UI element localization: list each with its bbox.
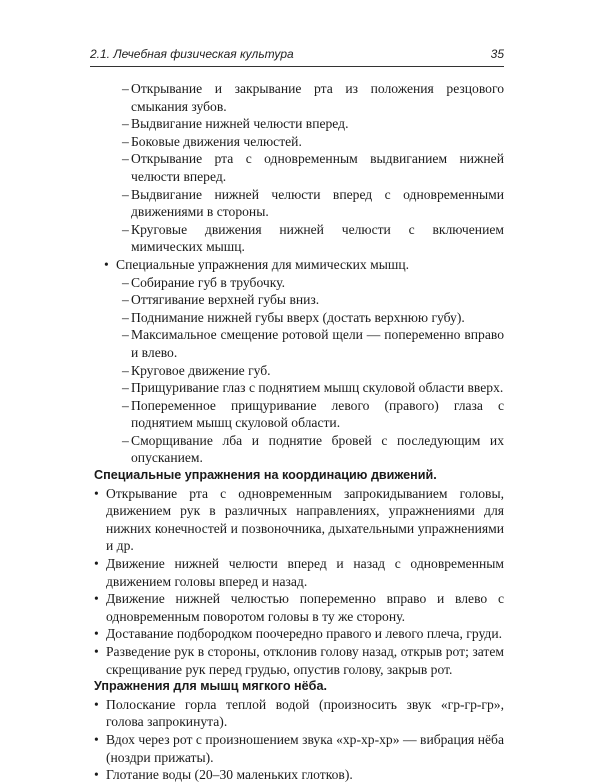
list-item: – Сморщивание лба и поднятие бровей с последующим их опусканием. [122,432,504,466]
dash-marker: – [122,397,129,413]
bullet-marker: • [94,696,99,712]
list-item: • Вдох через рот с произношением звука «хр-хр-хр» — вибрация нёба (ноздри прижаты). [94,731,504,765]
list-item: – Открывание и закрывание рта из положения резцового смыкания зубов. [122,81,504,114]
header-rule [90,66,504,67]
mimic-exercise-list [94,274,504,468]
coordination-heading: Специальные упражнения на координацию движений. [94,468,437,483]
list-item: • Движение нижней челюсти вперед и назад с одновременным движением головы вперед и назад. [94,556,504,589]
list-item: • Разведение рук в стороны, отклонив голову назад, открыв рот; затем скрещивание рук перед грудью, опустив голову, закрыв рот. [94,644,504,677]
dash-marker: – [122,151,129,167]
section-title: 2.1. Лечебная физическая культура [90,47,294,61]
dash-marker: – [122,221,129,237]
list-item: – Собирание губ в трубочку. [122,274,285,290]
list-item: – Попеременное прищуривание левого (правого) глаза с поднятием мышц скуловой области. [122,397,504,431]
bullet-marker: • [94,591,99,607]
list-item: – Выдвигание нижней челюсти вперед. [122,116,349,132]
dash-marker: – [122,432,129,448]
dash-marker: – [122,186,129,202]
dash-marker: – [122,274,129,290]
mimic-muscles-heading: • Специальные упражнения для мимических мышц. [104,256,410,272]
bullet-marker: • [94,485,99,501]
list-item: – Максимальное смещение ротовой щели — попеременно вправо и влево. [122,327,504,360]
list-item: • Открывание рта с одновременным запрокидыванием головы, движением рук в различных направлениях, упражнениями для нижних конечностей и позвоночника, дыхательными упражнениями и др. [94,485,504,554]
jaw-exercise-list [94,80,504,256]
bullet-marker: • [94,644,99,659]
list-item: – Боковые движения челюстей. [122,133,302,149]
dash-marker: – [122,309,129,325]
dash-marker: – [122,362,129,378]
bullet-marker: • [94,767,99,783]
list-item: • Полоскание горла теплой водой (произносить звук «гр-гр-гр», голова запрокинута). [94,696,504,730]
coordination-exercise-list [94,485,504,679]
soft-palate-heading: Упражнения для мышц мягкого нёба. [94,679,327,694]
dash-marker: – [122,380,129,396]
soft-palate-exercise-list [94,696,504,784]
page-content [94,80,504,784]
page-number: 35 [490,47,504,61]
bullet-marker: • [94,731,99,747]
dash-marker: – [122,327,129,343]
list-item: – Прищуривание глаз с поднятием мышц скуловой области вверх. [122,380,504,396]
list-item: • Доставание подбородком поочередно правого и левого плеча, груди. [94,626,502,642]
list-item: – Оттягивание верхней губы вниз. [122,292,320,308]
list-item: – Круговые движения нижней челюсти с включением мимических мышц. [122,221,504,255]
dash-marker: – [122,81,129,96]
running-header [90,47,504,61]
list-item: – Выдвигание нижней челюсти вперед с одновременными движениями в стороны. [122,186,504,220]
dash-marker: – [122,116,129,132]
bullet-marker: • [94,626,99,642]
bullet-marker: • [104,256,109,272]
list-item: • Глотание воды (20–30 маленьких глотков). [94,767,353,783]
dash-marker: – [122,133,129,149]
list-item: – Открывание рта с одновременным выдвиганием нижней челюсти вперед. [122,151,504,184]
list-item: – Поднимание нижней губы вверх (достать верхнюю губу). [122,309,465,325]
list-item: • Движение нижней челюстью попеременно вправо и влево с одновременным поворотом головы в ту же сторону. [94,591,504,624]
list-item: – Круговое движение губ. [122,362,271,378]
bullet-marker: • [94,556,99,572]
dash-marker: – [122,292,129,308]
